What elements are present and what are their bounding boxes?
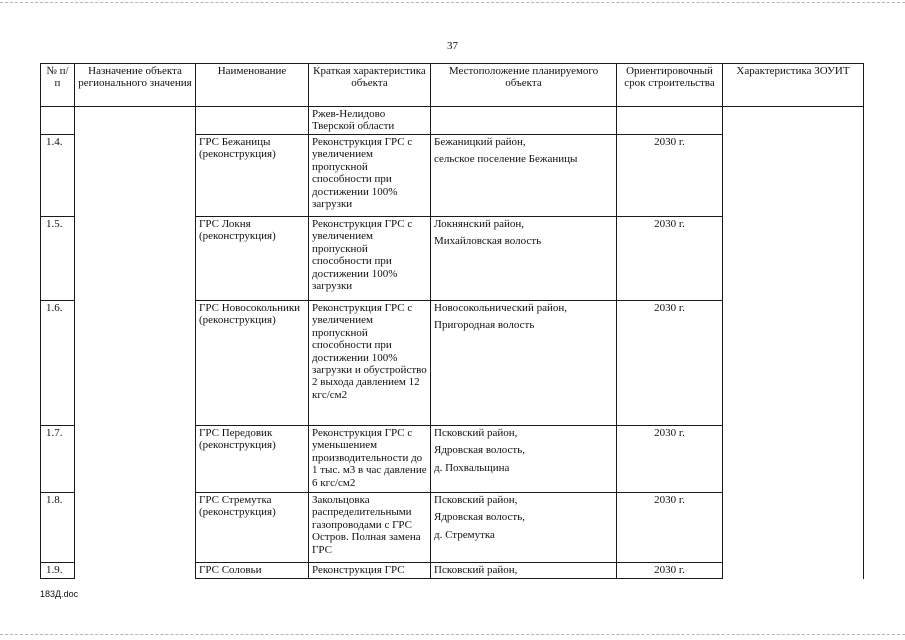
header-term: Ориентировочный срок строительства: [617, 64, 723, 107]
row-term: 2030 г.: [617, 426, 723, 493]
continuation-name: [196, 107, 309, 135]
zouit-cell: [723, 107, 864, 579]
continuation-description: Ржев-Нелидово Тверской области: [309, 107, 431, 135]
page-number: 37: [447, 40, 458, 52]
footer-filename: 183Д.doc: [40, 589, 79, 599]
scan-edge-top: [0, 2, 905, 3]
location-line: Псковский район,: [434, 427, 518, 439]
row-num: 1.4.: [41, 135, 75, 217]
row-location: [431, 135, 617, 217]
row-name: ГРС Передовик (реконструкция): [196, 426, 309, 493]
row-num: 1.9.: [41, 563, 75, 579]
row-term: 2030 г.: [617, 493, 723, 563]
location-line: Псковский район,: [434, 564, 518, 576]
location-line: Михайловская волость: [434, 235, 542, 248]
location-line: Псковский район,: [434, 494, 518, 506]
row-location: [431, 301, 617, 426]
row-location: [431, 217, 617, 301]
header-purpose: Назначение объекта регионального значения: [75, 64, 196, 107]
header-zouit: Характеристика ЗОУИТ: [723, 64, 864, 107]
location-line: Бежаницкий район,: [434, 136, 526, 148]
continuation-row: [41, 107, 864, 135]
row-name: ГРС Бежаницы (реконструкция): [196, 135, 309, 217]
header-num: № п/п: [41, 64, 75, 107]
row-name: ГРС Соловьи: [196, 563, 309, 579]
continuation-term: [617, 107, 723, 135]
scan-edge-bottom: [0, 634, 905, 635]
row-name: ГРС Стремутка (реконструкция): [196, 493, 309, 563]
row-description: Реконструкция ГРС с уменьшением производительности до 1 тыс. м3 в час давление 6 кгс/см2: [309, 426, 431, 493]
location-line: Новосокольнический район,: [434, 302, 567, 314]
row-num: 1.5.: [41, 217, 75, 301]
row-description: Закольцовка распределительными газопроводами с ГРС Остров. Полная замена ГРС: [309, 493, 431, 563]
location-line: Локнянский район,: [434, 218, 525, 230]
location-line: Пригородная волость: [434, 319, 535, 332]
header-name: Наименование: [196, 64, 309, 107]
row-description: Реконструкция ГРС с увеличением пропускной способности при достижении 100% загрузки: [309, 217, 431, 301]
row-description: Реконструкция ГРС с увеличением пропускной способности при достижении 100% загрузки: [309, 135, 431, 217]
row-location: [431, 563, 617, 579]
location-line: Ядровская волость,: [434, 511, 526, 524]
row-num: 1.7.: [41, 426, 75, 493]
row-num: 1.8.: [41, 493, 75, 563]
continuation-num: [41, 107, 75, 135]
row-term: 2030 г.: [617, 135, 723, 217]
row-location: [431, 493, 617, 563]
row-num: 1.6.: [41, 301, 75, 426]
planned-objects-table: [40, 63, 864, 579]
row-name: ГРС Локня (реконструкция): [196, 217, 309, 301]
location-line: сельское поселение Бежаницы: [434, 153, 578, 166]
header-description: Краткая характеристика объекта: [309, 64, 431, 107]
continuation-location: [431, 107, 617, 135]
row-term: 2030 г.: [617, 301, 723, 426]
table-header-row: [41, 64, 864, 107]
location-line: д. Похвальщина: [434, 461, 510, 474]
row-name: ГРС Новосокольники (реконструкция): [196, 301, 309, 426]
location-line: д. Стремутка: [434, 528, 495, 541]
purpose-cell: [75, 107, 196, 579]
row-description: Реконструкция ГРС: [309, 563, 431, 579]
header-location: Местоположение планируемого объекта: [431, 64, 617, 107]
location-line: Ядровская волость,: [434, 444, 526, 457]
row-term: 2030 г.: [617, 217, 723, 301]
row-description: Реконструкция ГРС с увеличением пропускной способности при достижении 100% загрузки и обустройство 2 выхода давлением 12 кгс/см2: [309, 301, 431, 426]
row-term: 2030 г.: [617, 563, 723, 579]
row-location: [431, 426, 617, 493]
